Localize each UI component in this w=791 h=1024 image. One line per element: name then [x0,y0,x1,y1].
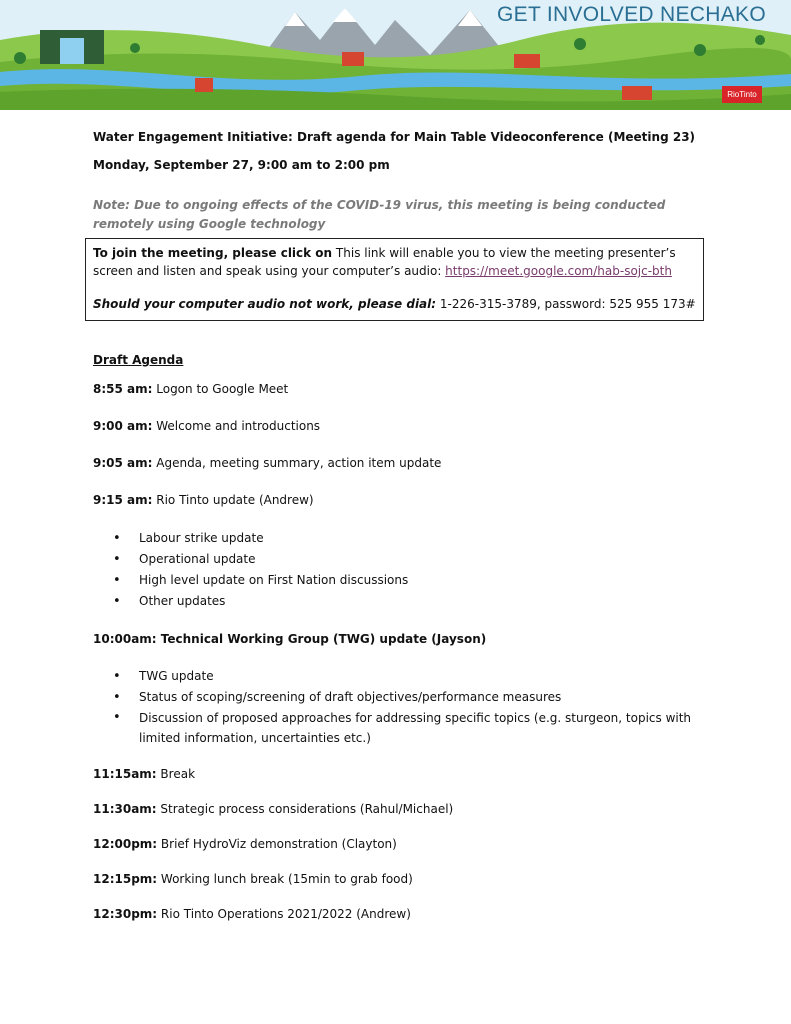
agenda-item [93,632,486,646]
agenda-item [93,802,453,816]
join-instructions [93,244,696,280]
join-lead: To join the meeting, please click on [93,246,333,260]
list-item: • Status of scoping/screening of draft objectives/performance measures [110,687,699,708]
list-item: • High level update on First Nation discussions [110,570,408,591]
agenda-text: Welcome and introductions [152,419,321,433]
dial-lead: Should your computer audio not work, please dial: [93,297,437,311]
list-item: • TWG update [110,666,699,687]
agenda-item [93,907,411,921]
twg-update-list [110,666,699,748]
agenda-item [93,837,397,851]
covid-note: Note: Due to ongoing effects of the COVID-19 virus, this meeting is being conducted remotely using Google technology [93,198,666,231]
agenda-item [93,872,413,886]
list-item: • Other updates [110,591,408,612]
document-title: Water Engagement Initiative: Draft agenda for Main Table Videoconference (Meeting 23) [93,130,696,144]
header-banner [0,0,791,110]
join-text: This link will enable you to view the meeting presenter’s screen and listen and speak using your computer’s audio: [93,246,676,278]
list-item: • Discussion of proposed approaches for addressing specific topics (e.g. sturgeon, topics with limited information, uncertainties etc.) [110,708,699,748]
agenda-time: 10:00am: Technical Working Group (TWG) update (Jayson) [93,632,487,646]
agenda-text: Agenda, meeting summary, action item update [152,456,442,470]
agenda-time: 9:05 am: [93,456,153,470]
agenda-time: 11:15am: [93,767,157,781]
agenda-text: Break [156,767,196,781]
agenda-item [93,382,288,396]
agenda-item [93,419,320,433]
agenda-heading: Draft Agenda [93,353,184,367]
banner-title: GET INVOLVED NECHAKO [497,3,766,26]
agenda-time: 9:15 am: [93,493,153,507]
agenda-text: Working lunch break (15min to grab food) [157,872,413,886]
agenda-time: 12:00pm: [93,837,158,851]
rio-tinto-update-list [110,528,408,612]
join-meeting-box [85,238,704,321]
agenda-time: 12:30pm: [93,907,158,921]
agenda-text: Rio Tinto update (Andrew) [152,493,314,507]
agenda-item [93,767,195,781]
agenda-text: Brief HydroViz demonstration (Clayton) [157,837,397,851]
agenda-time: 12:15pm: [93,872,158,886]
agenda-text: Strategic process considerations (Rahul/Michael) [156,802,454,816]
agenda-text: Logon to Google Meet [152,382,289,396]
meeting-date: Monday, September 27, 9:00 am to 2:00 pm [93,158,390,172]
agenda-time: 11:30am: [93,802,157,816]
agenda-time: 9:00 am: [93,419,153,433]
list-item: • Operational update [110,549,408,570]
meeting-link[interactable]: https://meet.google.com/hab-sojc-bth [445,264,672,278]
agenda-item [93,456,441,470]
rio-tinto-logo: RioTinto [722,86,762,103]
agenda-text: Rio Tinto Operations 2021/2022 (Andrew) [157,907,411,921]
dial-text: 1-226-315-3789, password: 525 955 173# [436,297,696,311]
agenda-item [93,493,314,507]
agenda-time: 8:55 am: [93,382,153,396]
list-item: • Labour strike update [110,528,408,549]
dial-in-instructions [93,295,696,313]
